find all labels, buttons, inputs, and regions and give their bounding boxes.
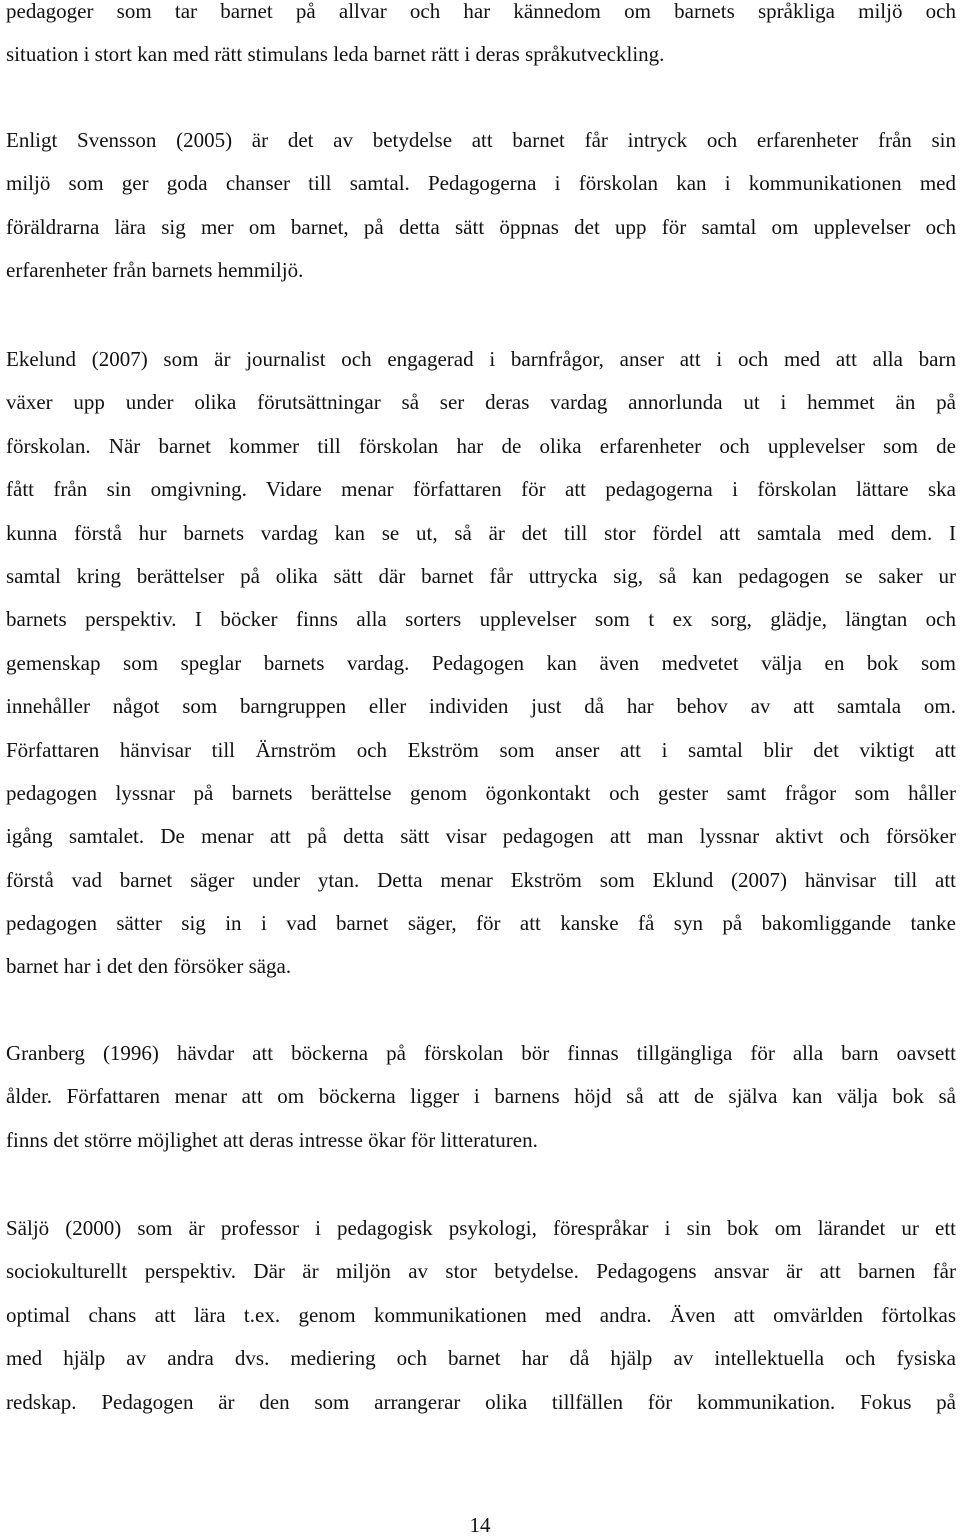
text-line: redskap. Pedagogen är den som arrangerar olika tillfällen för kommunikation. Fokus på [6,1389,956,1414]
paragraph-3 [6,338,956,989]
text-line: sociokulturellt perspektiv. Där är miljön av stor betydelse. Pedagogens ansvar är att barnen får [6,1259,956,1284]
text-line: barnets perspektiv. I böcker finns alla sorters upplevelser som t ex sorg, glädje, längtan och [6,607,956,632]
text-line: kunna förstå hur barnets vardag kan se ut, så är det till stor fördel att samtala med dem. I [6,520,956,545]
text-line: föräldrarna lära sig mer om barnet, på detta sätt öppnas det upp för samtal om upplevelser och [6,214,956,239]
page-number: 14 [469,1513,491,1537]
paragraph-4 [6,1032,956,1162]
paragraph-1 [6,0,956,77]
text-line: finns det större möjlighet att deras intresse ökar för litteraturen. [6,1127,538,1152]
text-line: igång samtalet. De menar att på detta sätt visar pedagogen att man lyssnar aktivt och försöker [6,824,956,849]
paragraph-2 [6,119,956,293]
text-line: Säljö (2000) som är professor i pedagogisk psykologi, förespråkar i sin bok om lärandet ur ett [6,1216,956,1240]
text-line: växer upp under olika förutsättningar så ser deras vardag annorlunda ut i hemmet än på [6,390,956,415]
text-line: miljö som ger goda chanser till samtal. Pedagogerna i förskolan kan i kommunikationen med [6,171,956,196]
text-line: optimal chans att lära t.ex. genom kommunikationen med andra. Även att omvärlden förtolkas [6,1302,956,1327]
text-line: erfarenheter från barnets hemmiljö. [6,258,304,283]
text-line: samtal kring berättelser på olika sätt där barnet får uttrycka sig, så kan pedagogen se saker ur [6,563,956,588]
text-line: Granberg (1996) hävdar att böckerna på förskolan bör finnas tillgängliga för alla barn oavsett [6,1041,956,1065]
text-line: gemenskap som speglar barnets vardag. Pedagogen kan även medvetet välja en bok som [6,650,956,675]
text-line: ålder. Författaren menar att om böckerna ligger i barnens höjd så att de själva kan välja bok så [6,1084,956,1109]
text-line: Författaren hänvisar till Ärnström och Ekström som anser att i samtal blir det viktigt att [6,737,956,762]
text-line: med hjälp av andra dvs. mediering och barnet har då hjälp av intellektuella och fysiska [6,1346,956,1371]
paragraph-5 [6,1207,956,1424]
text-line: situation i stort kan med rätt stimulans leda barnet rätt i deras språkutveckling. [6,42,665,67]
text-line: fått från sin omgivning. Vidare menar författaren för att pedagogerna i förskolan lättare ska [6,477,956,502]
text-line: pedagoger som tar barnet på allvar och har kännedom om barnets språkliga miljö och [6,0,956,23]
text-line: förstå vad barnet säger under ytan. Detta menar Ekström som Eklund (2007) hänvisar till att [6,867,956,892]
text-line: barnet har i det den försöker säga. [6,954,292,979]
text-line: Enligt Svensson (2005) är det av betydelse att barnet får intryck och erfarenheter från sin [6,128,956,152]
text-line: pedagogen lyssnar på barnets berättelse genom ögonkontakt och gester samt frågor som håller [6,780,956,805]
text-line: innehåller något som barngruppen eller individen just då har behov av att samtala om. [6,694,956,719]
text-line: pedagogen sätter sig in i vad barnet säger, för att kanske få syn på bakomliggande tanke [6,911,956,936]
text-line: Ekelund (2007) som är journalist och engagerad i barnfrågor, anser att i och med att alla barn [6,347,956,371]
text-line: förskolan. När barnet kommer till förskolan har de olika erfarenheter och upplevelser som de [6,433,956,458]
